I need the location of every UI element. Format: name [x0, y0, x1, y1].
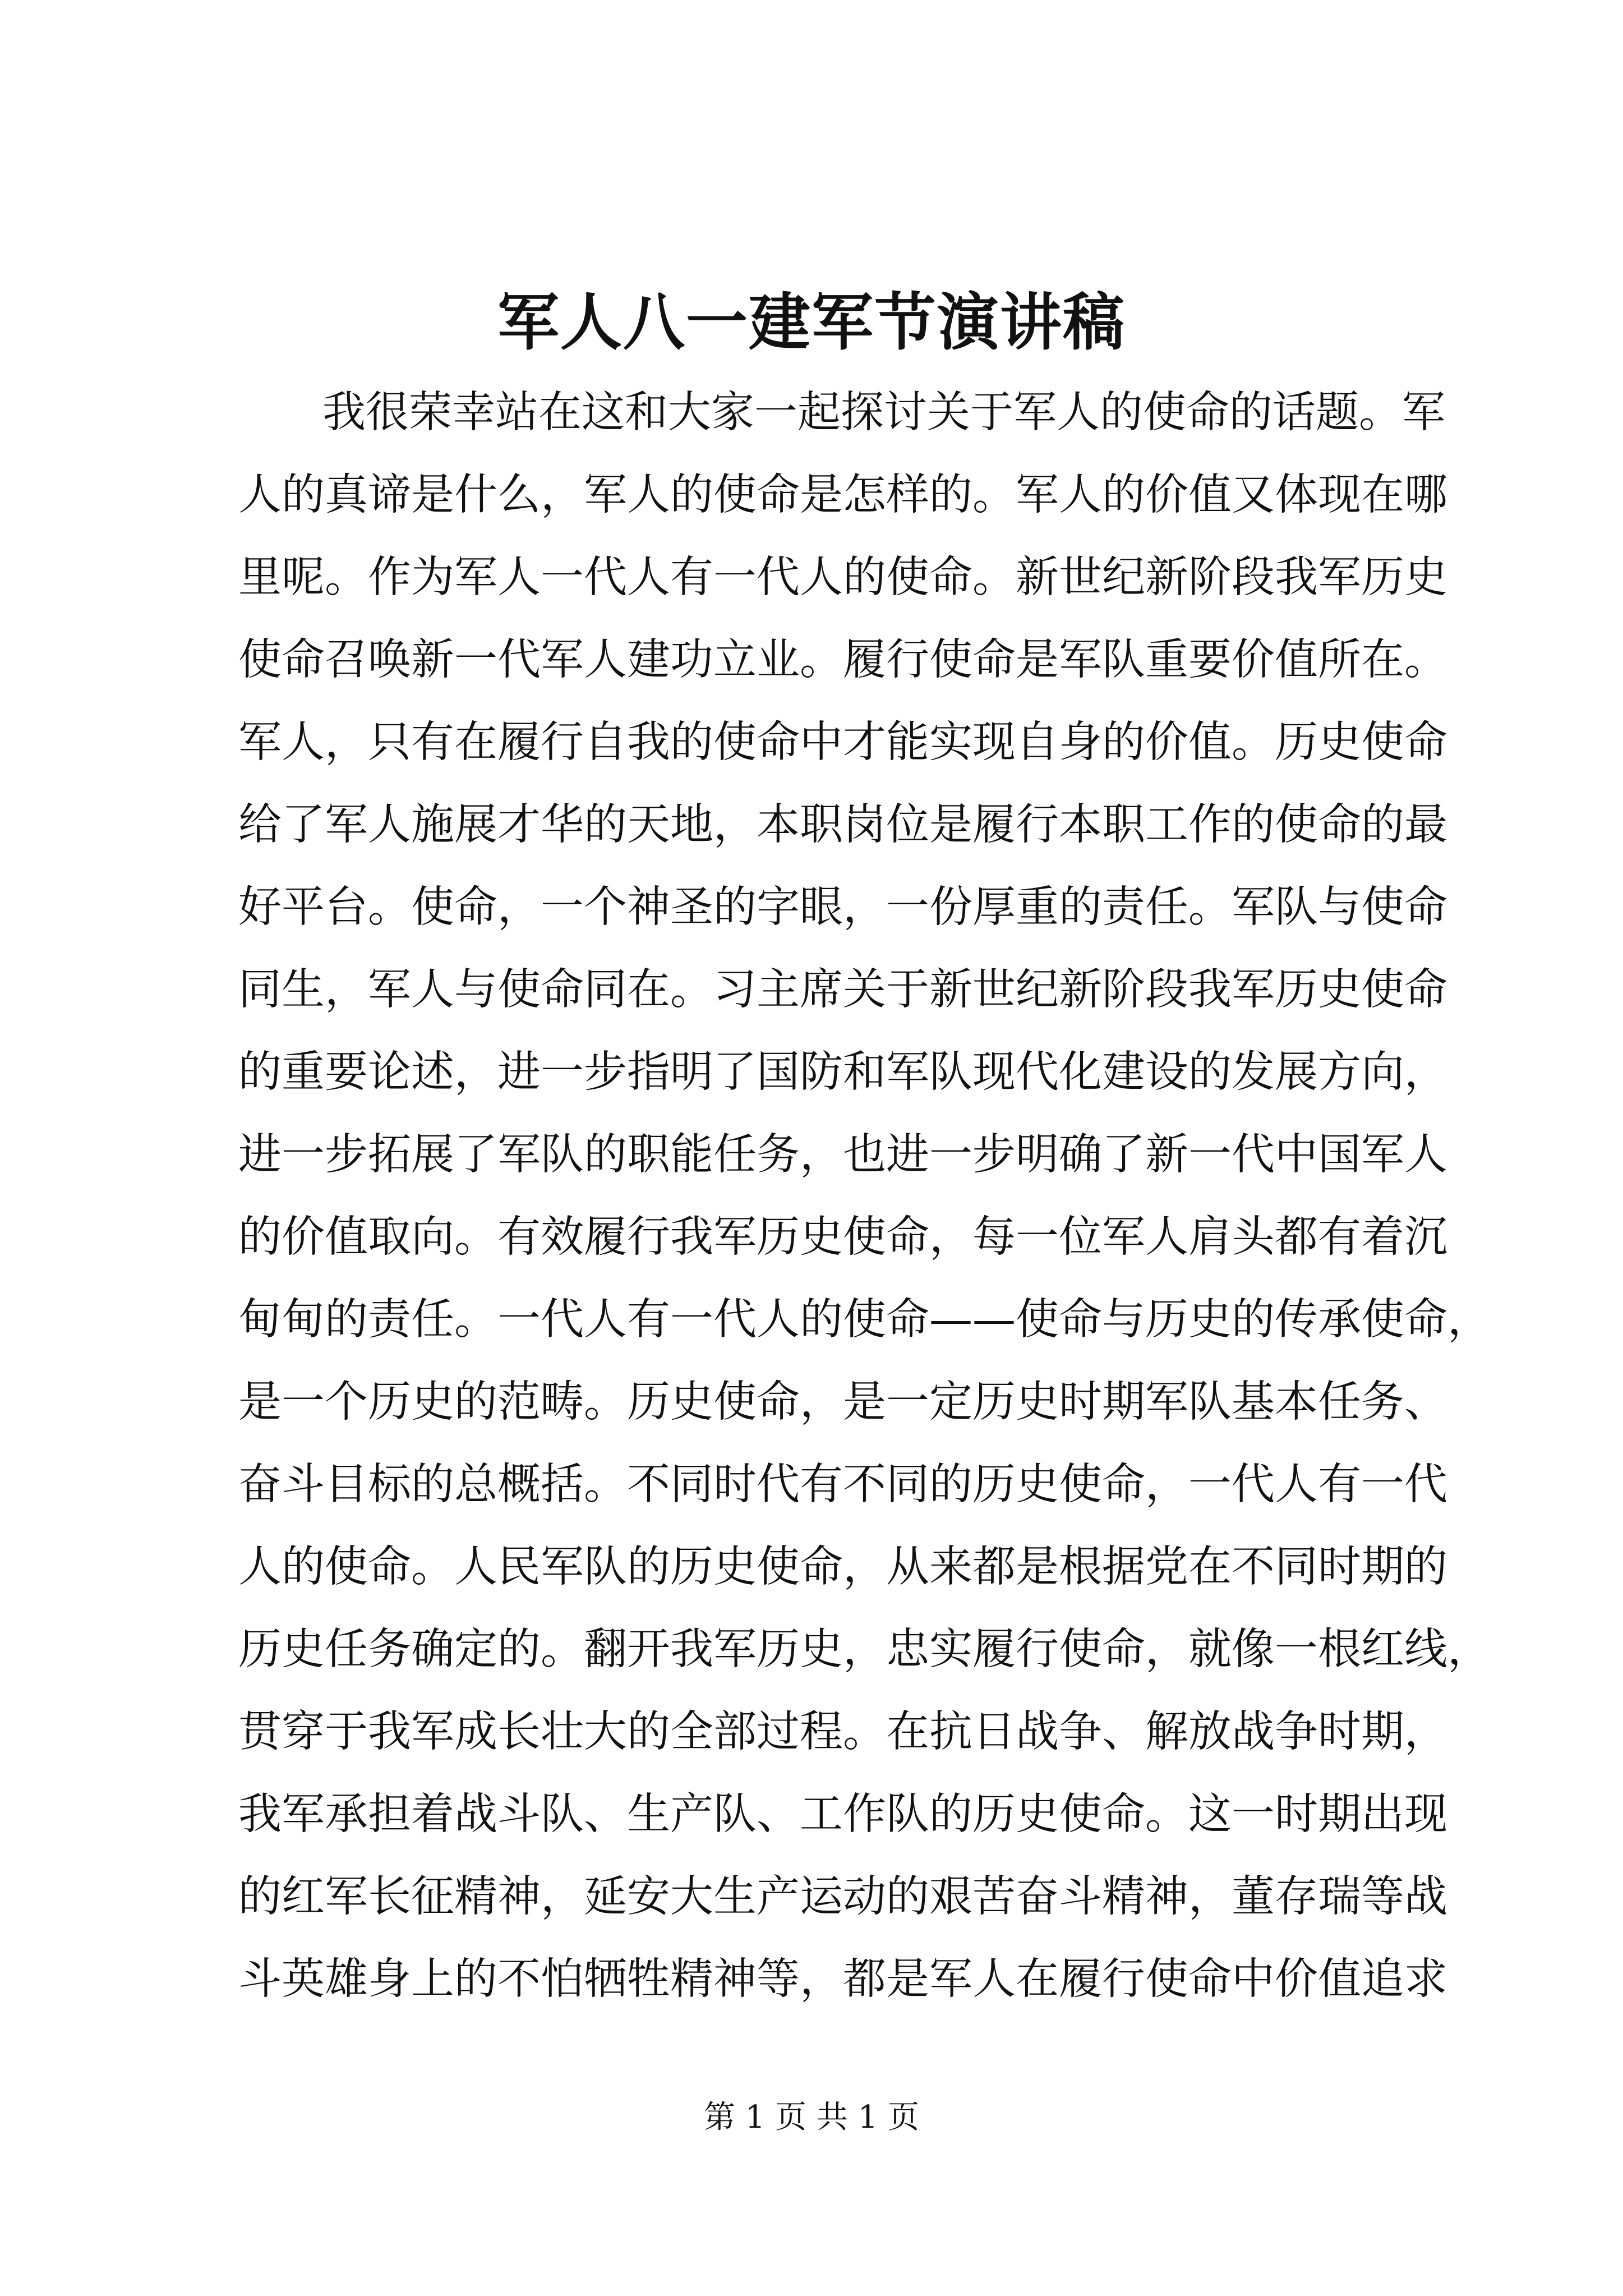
body-line: 历史任务确定的。翻开我军历史，忠实履行使命，就像一根红线， — [238, 1625, 1491, 1674]
body-line: 我军承担着战斗队、生产队、工作队的历史使命。这一时期出现 — [238, 1789, 1447, 1839]
document-title: 军人八一建军节演讲稿 — [497, 286, 1126, 358]
body-line: 奋斗目标的总概括。不同时代有不同的历史使命，一代人有一代 — [238, 1460, 1447, 1510]
body-line: 的价值取向。有效履行我军历史使命，每一位军人肩头都有着沉 — [238, 1212, 1447, 1262]
document-body — [238, 371, 1491, 2021]
page-footer: 第 1 页 共 1 页 — [703, 2099, 920, 2136]
body-line: 里呢。作为军人一代人有一代人的使命。新世纪新阶段我军历史 — [238, 553, 1447, 602]
body-line: 是一个历史的范畴。历史使命，是一定历史时期军队基本任务、 — [238, 1377, 1447, 1427]
body-line: 人的真谛是什么，军人的使命是怎样的。军人的价值又体现在哪 — [238, 470, 1447, 520]
body-line: 同生，军人与使命同在。习主席关于新世纪新阶段我军历史使命 — [238, 965, 1447, 1015]
body-line: 给了军人施展才华的天地，本职岗位是履行本职工作的使命的最 — [238, 800, 1447, 850]
body-line: 进一步拓展了军队的职能任务，也进一步明确了新一代中国军人 — [238, 1130, 1447, 1180]
body-line: 甸甸的责任。一代人有一代人的使命——使命与历史的传承使命， — [238, 1295, 1491, 1345]
body-line: 我很荣幸站在这和大家一起探讨关于军人的使命的话题。军 — [322, 388, 1445, 438]
body-line: 军人，只有在履行自我的使命中才能实现自身的价值。历史使命 — [238, 717, 1447, 767]
body-line: 使命召唤新一代军人建功立业。履行使命是军队重要价值所在。 — [238, 635, 1447, 685]
body-line: 的重要论述，进一步指明了国防和军队现代化建设的发展方向， — [238, 1047, 1447, 1097]
body-line: 贯穿于我军成长壮大的全部过程。在抗日战争、解放战争时期， — [238, 1707, 1447, 1757]
body-line: 好平台。使命，一个神圣的字眼，一份厚重的责任。军队与使命 — [238, 882, 1447, 932]
body-line: 人的使命。人民军队的历史使命，从来都是根据党在不同时期的 — [238, 1542, 1447, 1592]
body-line: 的红军长征精神，延安大生产运动的艰苦奋斗精神，董存瑞等战 — [238, 1872, 1447, 1922]
body-line: 斗英雄身上的不怕牺牲精神等，都是军人在履行使命中价值追求 — [238, 1954, 1447, 2004]
